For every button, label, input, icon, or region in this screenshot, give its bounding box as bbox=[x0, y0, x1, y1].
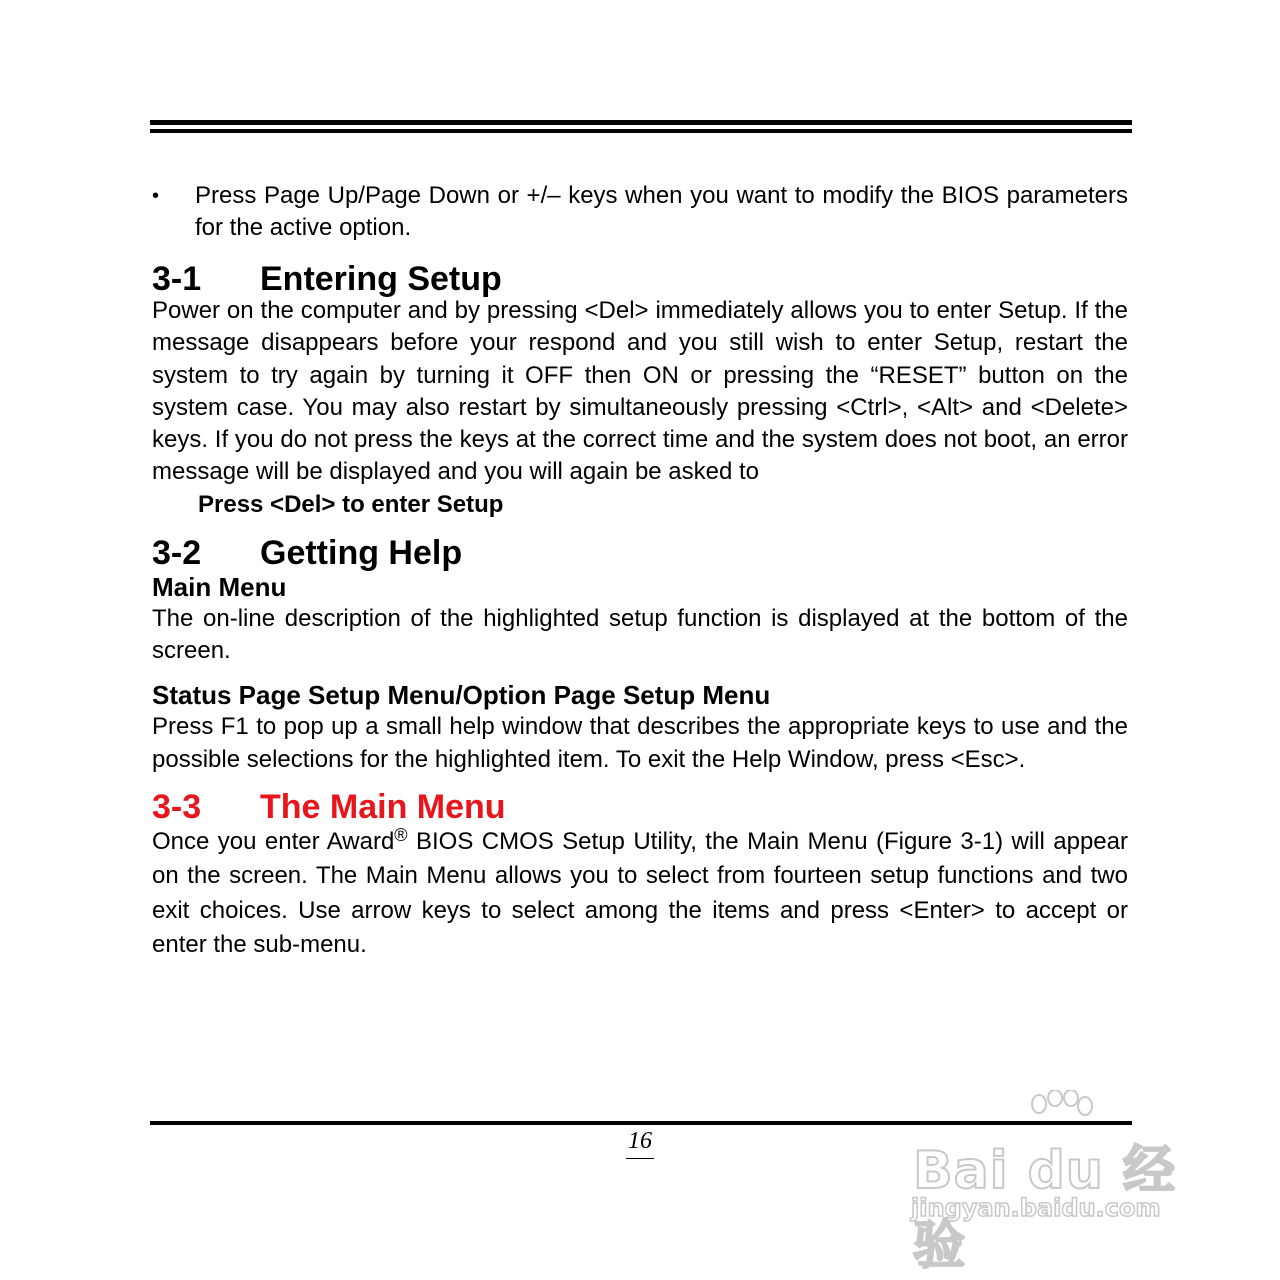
bullet-text: Press Page Up/Page Down or +/– keys when you want to modify the BIOS parameters for the active option. bbox=[195, 182, 1128, 241]
page-number-underline bbox=[626, 1158, 654, 1159]
entering-setup-paragraph: Power on the computer and by pressing <Del> immediately allows you to enter Setup. If the message disappears before your respond and you still wish to enter Setup, restart the system to try again by turning it OFF then ON or pressing the “RESET” button on the system case. You may also restart by simultaneously pressing <Ctrl>, <Alt> and <Delete> keys. If you do not press the keys at the correct time and the system does not boot, an error message will be displayed and you will again be asked to bbox=[152, 297, 1128, 486]
section-heading-getting-help bbox=[152, 535, 1128, 571]
intro-text-rest: BIOS CMOS Setup Utility, the Main Menu (Figure 3-1) will appear on the screen. The Main Menu allows you to select from fourteen setup functions and two exit choices. Use arrow keys to select among the items and press <Enter> to accept or enter the sub-menu. bbox=[152, 827, 1128, 959]
bullet-icon: • bbox=[152, 185, 160, 207]
baidu-watermark bbox=[905, 1090, 1205, 1276]
watermark-url: jingyan.baidu.com bbox=[911, 1194, 1161, 1222]
page-number: 16 bbox=[628, 1128, 652, 1154]
intro-text-start: Once you enter Award bbox=[152, 827, 395, 855]
section-heading-main-menu bbox=[152, 789, 1128, 825]
main-menu-paragraph: The on-line description of the highlighted setup function is displayed at the bottom of the screen. bbox=[152, 604, 1128, 665]
status-menu-paragraph: Press F1 to pop up a small help window that describes the appropriate keys to use and the possible selections for the highlighted item. To exit the Help Window, press <Esc>. bbox=[152, 713, 1128, 773]
section-title: Entering Setup bbox=[260, 260, 502, 298]
subheading-main-menu: Main Menu bbox=[152, 571, 287, 602]
header-rule-thick bbox=[150, 120, 1132, 125]
section-heading-entering-setup bbox=[152, 261, 1128, 297]
section-number: 3-2 bbox=[152, 533, 202, 572]
section-number: 3-3 bbox=[152, 787, 202, 826]
section-title: Getting Help bbox=[260, 533, 463, 572]
page-content bbox=[152, 180, 1128, 963]
registered-mark: ® bbox=[394, 824, 408, 845]
section-title: The Main Menu bbox=[260, 787, 506, 826]
header-rule-thin bbox=[150, 129, 1132, 133]
watermark-logo: Bai du 经验 bbox=[913, 1141, 1176, 1276]
section-number: 3-1 bbox=[152, 260, 202, 298]
press-del-instruction: Press <Del> to enter Setup bbox=[198, 490, 504, 518]
bullet-item bbox=[152, 180, 1128, 244]
main-menu-intro-paragraph bbox=[152, 825, 1128, 963]
subheading-status-page-setup: Status Page Setup Menu/Option Page Setup Menu bbox=[152, 680, 771, 711]
